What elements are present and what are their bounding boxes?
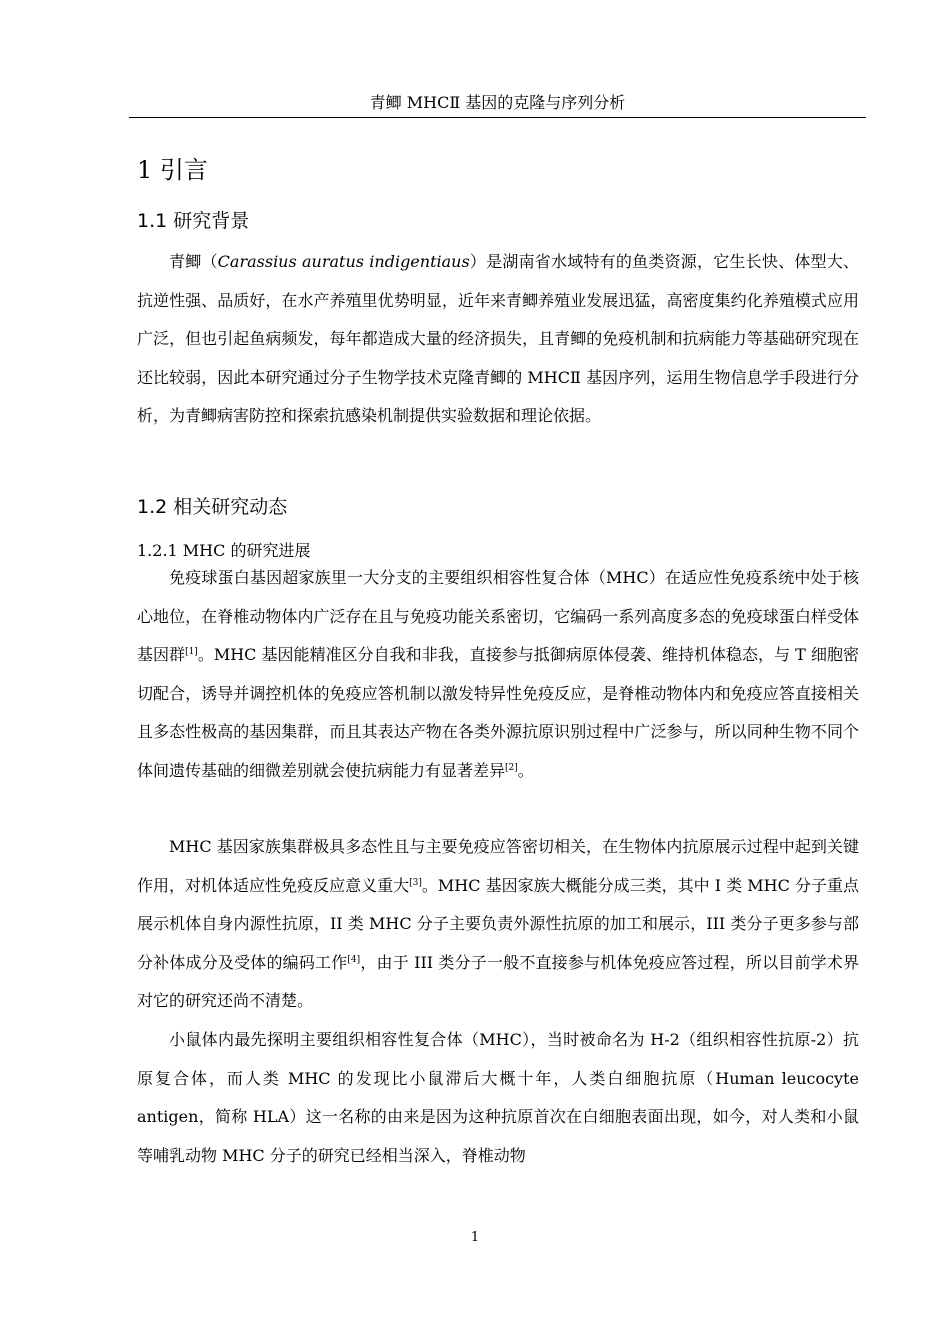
subsection-heading-1-2-1: 1.2.1 MHC 的研究进展: [137, 541, 311, 560]
paragraph-mhc-overview: [137, 559, 859, 790]
citation-ref: [1]: [185, 647, 198, 657]
header-divider: [129, 117, 866, 118]
para-text: 。MHC 基因能精准区分自我和非我，直接参与抵御病原体侵袭、维持机体稳态，与 T 细胞密切配合，诱导并调控机体的免疫应答机制以激发特异性免疫反应，是脊椎动物体内和免疫应答直接相关且多态性极高的基因集群，而且其表达产物在各类外源抗原识别过程中广泛参与，所以同种生物不同个体间遗传基础的细微差别就会使抗病能力有显著差异: [137, 645, 859, 780]
para-text: 免疫球蛋白基因超家族里一大分支的主要组织相容性复合体（MHC）在适应性免疫系统中处于核心地位，在脊椎动物体内广泛存在且与免疫功能关系密切，它编码一系列高度多态的免疫球蛋白样受体基因群: [137, 568, 859, 664]
chapter-heading: 1 引言: [137, 156, 208, 184]
para-text: ）是湖南省水域特有的鱼类资源，它生长快、体型大、抗逆性强、品质好，在水产养殖里优势明显，近年来青鲫养殖业发展迅猛，高密度集约化养殖模式应用广泛，但也引起鱼病频发，每年都造成大量的经济损失，且青鲫的免疫机制和抗病能力等基础研究现在还比较弱，因此本研究通过分子生物学技术克隆青鲫的 MHCⅡ 基因序列，运用生物信息学手段进行分析，为青鲫病害防控和探索抗感染机制提供实验数据和理论依据。: [137, 252, 859, 425]
paragraph-research-background: [137, 243, 859, 436]
section-heading-1-2: 1.2 相关研究动态: [137, 496, 288, 518]
running-header: 青鲫 MHCⅡ 基因的克隆与序列分析: [369, 93, 626, 112]
citation-ref: [4]: [347, 954, 361, 965]
citation-ref: [3]: [409, 877, 422, 888]
paragraph-mhc-classes: [137, 828, 859, 1021]
species-name: Carassius auratus indigentiaus: [217, 252, 470, 271]
para-text: ，由于 III 类分子一般不直接参与机体免疫应答过程，所以目前学术界对它的研究还尚不清楚。: [137, 952, 859, 1010]
citation-ref: [2]: [505, 762, 518, 773]
para-text: MHC 基因家族集群极具多态性且与主要免疫应答密切相关，在生物体内抗原展示过程中起到关键作用，对机体适应性免疫反应意义重大: [137, 837, 859, 895]
para-text: 。: [517, 760, 534, 780]
para-text: 青鲫（: [169, 252, 218, 271]
page-number: 1: [470, 1230, 480, 1245]
paragraph-mhc-history: 小鼠体内最先探明主要组织相容性复合体（MHC），当时被命名为 H-2（组织相容性抗原-2）抗原复合体，而人类 MHC 的发现比小鼠滞后大概十年，人类白细胞抗原（Human leucocyte antigen，简称 HLA）这一名称的由来是因为这种抗原首次在白细胞表面出现，如今，对人类和小鼠等哺乳动物 MHC 分子的研究已经相当深入，脊椎动物: [137, 1030, 859, 1165]
section-heading-1-1: 1.1 研究背景: [137, 210, 250, 232]
para-text: 。MHC 基因家族大概能分成三类，其中 I 类 MHC 分子重点展示机体自身内源性抗原，II 类 MHC 分子主要负责外源性抗原的加工和展示，III 类分子更多参与部分补体成分及受体的编码工作: [137, 875, 859, 972]
